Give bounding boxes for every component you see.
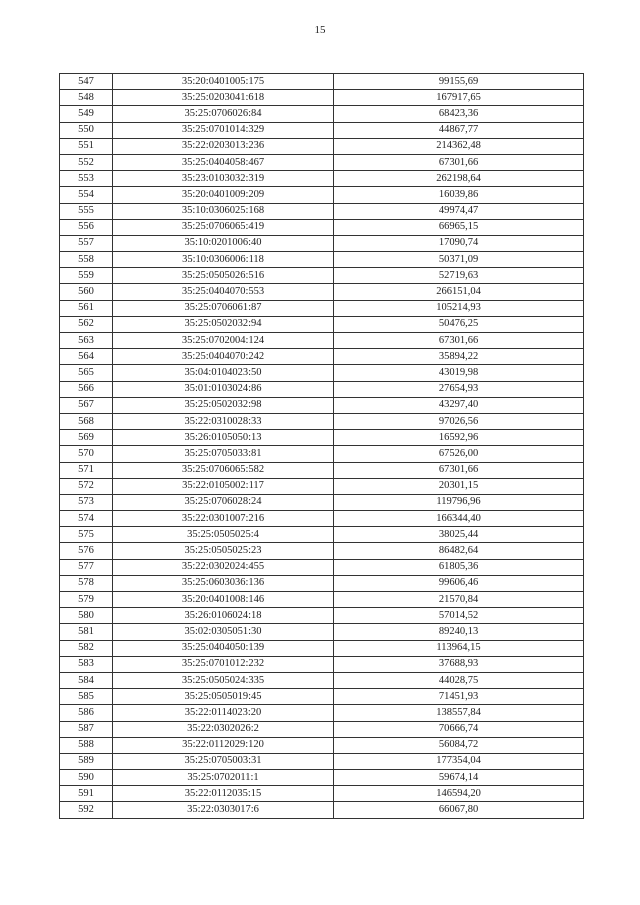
table-row [60, 413, 584, 429]
row-number-cell: 560 [60, 284, 113, 300]
cadastral-number-cell: 35:25:0702011:1 [113, 770, 334, 786]
cadastral-value-cell: 20301,15 [334, 478, 584, 494]
table-row [60, 154, 584, 170]
cadastral-number-cell: 35:20:0401005:175 [113, 74, 334, 90]
table-row [60, 171, 584, 187]
cadastral-number-cell: 35:25:0702004:124 [113, 333, 334, 349]
table-row [60, 494, 584, 510]
cadastral-number-cell: 35:10:0306025:168 [113, 203, 334, 219]
cadastral-number-cell: 35:22:0310028:33 [113, 413, 334, 429]
table-row [60, 640, 584, 656]
cadastral-number-cell: 35:25:0701014:329 [113, 122, 334, 138]
cadastral-value-cell: 43297,40 [334, 397, 584, 413]
cadastral-value-cell: 89240,13 [334, 624, 584, 640]
cadastral-number-cell: 35:22:0301007:216 [113, 511, 334, 527]
cadastral-value-cell: 21570,84 [334, 592, 584, 608]
cadastral-value-cell: 138557,84 [334, 705, 584, 721]
row-number-cell: 590 [60, 770, 113, 786]
table-row [60, 656, 584, 672]
cadastral-value-cell: 44867,77 [334, 122, 584, 138]
table-row [60, 575, 584, 591]
row-number-cell: 592 [60, 802, 113, 818]
row-number-cell: 550 [60, 122, 113, 138]
cadastral-value-cell: 177354,04 [334, 753, 584, 769]
row-number-cell: 556 [60, 219, 113, 235]
table-row [60, 381, 584, 397]
row-number-cell: 557 [60, 235, 113, 251]
table-row [60, 106, 584, 122]
table-row [60, 365, 584, 381]
cadastral-number-cell: 35:22:0105002:117 [113, 478, 334, 494]
row-number-cell: 565 [60, 365, 113, 381]
table-row [60, 462, 584, 478]
cadastral-value-cell: 38025,44 [334, 527, 584, 543]
table-row [60, 235, 584, 251]
row-number-cell: 573 [60, 494, 113, 510]
cadastral-value-cell: 105214,93 [334, 300, 584, 316]
cadastral-number-cell: 35:04:0104023:50 [113, 365, 334, 381]
cadastral-value-cell: 67301,66 [334, 154, 584, 170]
cadastral-value-cell: 50371,09 [334, 252, 584, 268]
table-row [60, 219, 584, 235]
table-row [60, 786, 584, 802]
cadastral-number-cell: 35:25:0706061:87 [113, 300, 334, 316]
cadastral-value-cell: 59674,14 [334, 770, 584, 786]
row-number-cell: 547 [60, 74, 113, 90]
table-row [60, 74, 584, 90]
table-row [60, 478, 584, 494]
row-number-cell: 580 [60, 608, 113, 624]
cadastral-number-cell: 35:25:0404070:553 [113, 284, 334, 300]
cadastral-number-cell: 35:26:0105050:13 [113, 430, 334, 446]
cadastral-value-cell: 262198,64 [334, 171, 584, 187]
cadastral-number-cell: 35:23:0103032:319 [113, 171, 334, 187]
cadastral-number-cell: 35:25:0404070:242 [113, 349, 334, 365]
row-number-cell: 582 [60, 640, 113, 656]
row-number-cell: 553 [60, 171, 113, 187]
cadastral-value-cell: 61805,36 [334, 559, 584, 575]
cadastral-number-cell: 35:10:0201006:40 [113, 235, 334, 251]
table-row [60, 284, 584, 300]
cadastral-number-cell: 35:25:0505026:516 [113, 268, 334, 284]
row-number-cell: 555 [60, 203, 113, 219]
cadastral-number-cell: 35:25:0404058:467 [113, 154, 334, 170]
cadastral-number-cell: 35:20:0401009:209 [113, 187, 334, 203]
cadastral-value-cell: 68423,36 [334, 106, 584, 122]
table-row [60, 672, 584, 688]
cadastral-value-cell: 37688,93 [334, 656, 584, 672]
row-number-cell: 585 [60, 689, 113, 705]
row-number-cell: 569 [60, 430, 113, 446]
table-row [60, 349, 584, 365]
cadastral-value-cell: 66067,80 [334, 802, 584, 818]
row-number-cell: 561 [60, 300, 113, 316]
cadastral-number-cell: 35:25:0505024:335 [113, 672, 334, 688]
cadastral-value-cell: 49974,47 [334, 203, 584, 219]
cadastral-number-cell: 35:25:0505019:45 [113, 689, 334, 705]
cadastral-value-cell: 97026,56 [334, 413, 584, 429]
table-row [60, 705, 584, 721]
row-number-cell: 574 [60, 511, 113, 527]
cadastral-number-cell: 35:25:0706026:84 [113, 106, 334, 122]
cadastral-value-cell: 16592,96 [334, 430, 584, 446]
cadastral-number-cell: 35:22:0112029:120 [113, 737, 334, 753]
row-number-cell: 549 [60, 106, 113, 122]
table-row [60, 138, 584, 154]
row-number-cell: 577 [60, 559, 113, 575]
row-number-cell: 570 [60, 446, 113, 462]
table-row [60, 592, 584, 608]
cadastral-value-cell: 71451,93 [334, 689, 584, 705]
table-row [60, 543, 584, 559]
row-number-cell: 548 [60, 90, 113, 106]
table-row [60, 511, 584, 527]
cadastral-value-cell: 166344,40 [334, 511, 584, 527]
table-row [60, 122, 584, 138]
cadastral-number-cell: 35:25:0603036:136 [113, 575, 334, 591]
table-row [60, 737, 584, 753]
cadastral-number-cell: 35:26:0106024:18 [113, 608, 334, 624]
row-number-cell: 579 [60, 592, 113, 608]
cadastral-value-cell: 67526,00 [334, 446, 584, 462]
table-row [60, 802, 584, 818]
cadastral-value-cell: 17090,74 [334, 235, 584, 251]
cadastral-value-cell: 67301,66 [334, 333, 584, 349]
table-row [60, 268, 584, 284]
cadastral-value-cell: 66965,15 [334, 219, 584, 235]
cadastral-value-cell: 57014,52 [334, 608, 584, 624]
table-body [60, 74, 584, 819]
cadastral-number-cell: 35:25:0706028:24 [113, 494, 334, 510]
cadastral-value-cell: 35894,22 [334, 349, 584, 365]
row-number-cell: 586 [60, 705, 113, 721]
table-row [60, 90, 584, 106]
row-number-cell: 552 [60, 154, 113, 170]
row-number-cell: 572 [60, 478, 113, 494]
cadastral-value-cell: 86482,64 [334, 543, 584, 559]
cadastral-number-cell: 35:25:0705033:81 [113, 446, 334, 462]
row-number-cell: 584 [60, 672, 113, 688]
table-row [60, 624, 584, 640]
cadastral-number-cell: 35:25:0705003:31 [113, 753, 334, 769]
row-number-cell: 558 [60, 252, 113, 268]
cadastral-number-cell: 35:01:0103024:86 [113, 381, 334, 397]
cadastral-number-cell: 35:25:0203041:618 [113, 90, 334, 106]
cadastral-value-cell: 99606,46 [334, 575, 584, 591]
cadastral-value-cell: 43019,98 [334, 365, 584, 381]
cadastral-value-cell: 99155,69 [334, 74, 584, 90]
row-number-cell: 568 [60, 413, 113, 429]
cadastral-number-cell: 35:25:0706065:582 [113, 462, 334, 478]
row-number-cell: 591 [60, 786, 113, 802]
cadastral-value-cell: 16039,86 [334, 187, 584, 203]
cadastral-number-cell: 35:22:0302026:2 [113, 721, 334, 737]
cadastral-value-cell: 44028,75 [334, 672, 584, 688]
cadastral-number-cell: 35:25:0505025:4 [113, 527, 334, 543]
page-number: 15 [314, 24, 326, 36]
cadastral-number-cell: 35:22:0112035:15 [113, 786, 334, 802]
cadastral-number-cell: 35:22:0203013:236 [113, 138, 334, 154]
row-number-cell: 571 [60, 462, 113, 478]
table-row [60, 333, 584, 349]
cadastral-number-cell: 35:22:0114023:20 [113, 705, 334, 721]
cadastral-number-cell: 35:22:0302024:455 [113, 559, 334, 575]
cadastral-number-cell: 35:02:0305051:30 [113, 624, 334, 640]
table-row [60, 721, 584, 737]
row-number-cell: 564 [60, 349, 113, 365]
row-number-cell: 567 [60, 397, 113, 413]
cadastral-value-cell: 27654,93 [334, 381, 584, 397]
row-number-cell: 581 [60, 624, 113, 640]
row-number-cell: 578 [60, 575, 113, 591]
table-row [60, 559, 584, 575]
cadastral-value-cell: 113964,15 [334, 640, 584, 656]
row-number-cell: 575 [60, 527, 113, 543]
table-row [60, 187, 584, 203]
row-number-cell: 587 [60, 721, 113, 737]
cadastral-value-cell: 50476,25 [334, 316, 584, 332]
table-row [60, 608, 584, 624]
cadastral-number-cell: 35:10:0306006:118 [113, 252, 334, 268]
table-row [60, 753, 584, 769]
cadastral-value-table [59, 73, 584, 819]
cadastral-value-cell: 67301,66 [334, 462, 584, 478]
table-row [60, 446, 584, 462]
table-row [60, 300, 584, 316]
cadastral-number-cell: 35:20:0401008:146 [113, 592, 334, 608]
cadastral-value-cell: 52719,63 [334, 268, 584, 284]
table-row [60, 689, 584, 705]
table-row [60, 527, 584, 543]
row-number-cell: 576 [60, 543, 113, 559]
cadastral-number-cell: 35:22:0303017:6 [113, 802, 334, 818]
cadastral-number-cell: 35:25:0706065:419 [113, 219, 334, 235]
row-number-cell: 559 [60, 268, 113, 284]
table-row [60, 203, 584, 219]
cadastral-number-cell: 35:25:0502032:98 [113, 397, 334, 413]
row-number-cell: 554 [60, 187, 113, 203]
cadastral-number-cell: 35:25:0404050:139 [113, 640, 334, 656]
row-number-cell: 588 [60, 737, 113, 753]
cadastral-value-cell: 266151,04 [334, 284, 584, 300]
row-number-cell: 583 [60, 656, 113, 672]
cadastral-number-cell: 35:25:0505025:23 [113, 543, 334, 559]
row-number-cell: 563 [60, 333, 113, 349]
table-row [60, 430, 584, 446]
cadastral-value-cell: 146594,20 [334, 786, 584, 802]
cadastral-number-cell: 35:25:0701012:232 [113, 656, 334, 672]
cadastral-value-cell: 56084,72 [334, 737, 584, 753]
cadastral-number-cell: 35:25:0502032:94 [113, 316, 334, 332]
cadastral-value-cell: 119796,96 [334, 494, 584, 510]
table-row [60, 397, 584, 413]
row-number-cell: 551 [60, 138, 113, 154]
row-number-cell: 589 [60, 753, 113, 769]
cadastral-value-cell: 70666,74 [334, 721, 584, 737]
table-row [60, 316, 584, 332]
table-row [60, 770, 584, 786]
row-number-cell: 562 [60, 316, 113, 332]
cadastral-value-cell: 214362,48 [334, 138, 584, 154]
table-row [60, 252, 584, 268]
cadastral-value-cell: 167917,65 [334, 90, 584, 106]
row-number-cell: 566 [60, 381, 113, 397]
